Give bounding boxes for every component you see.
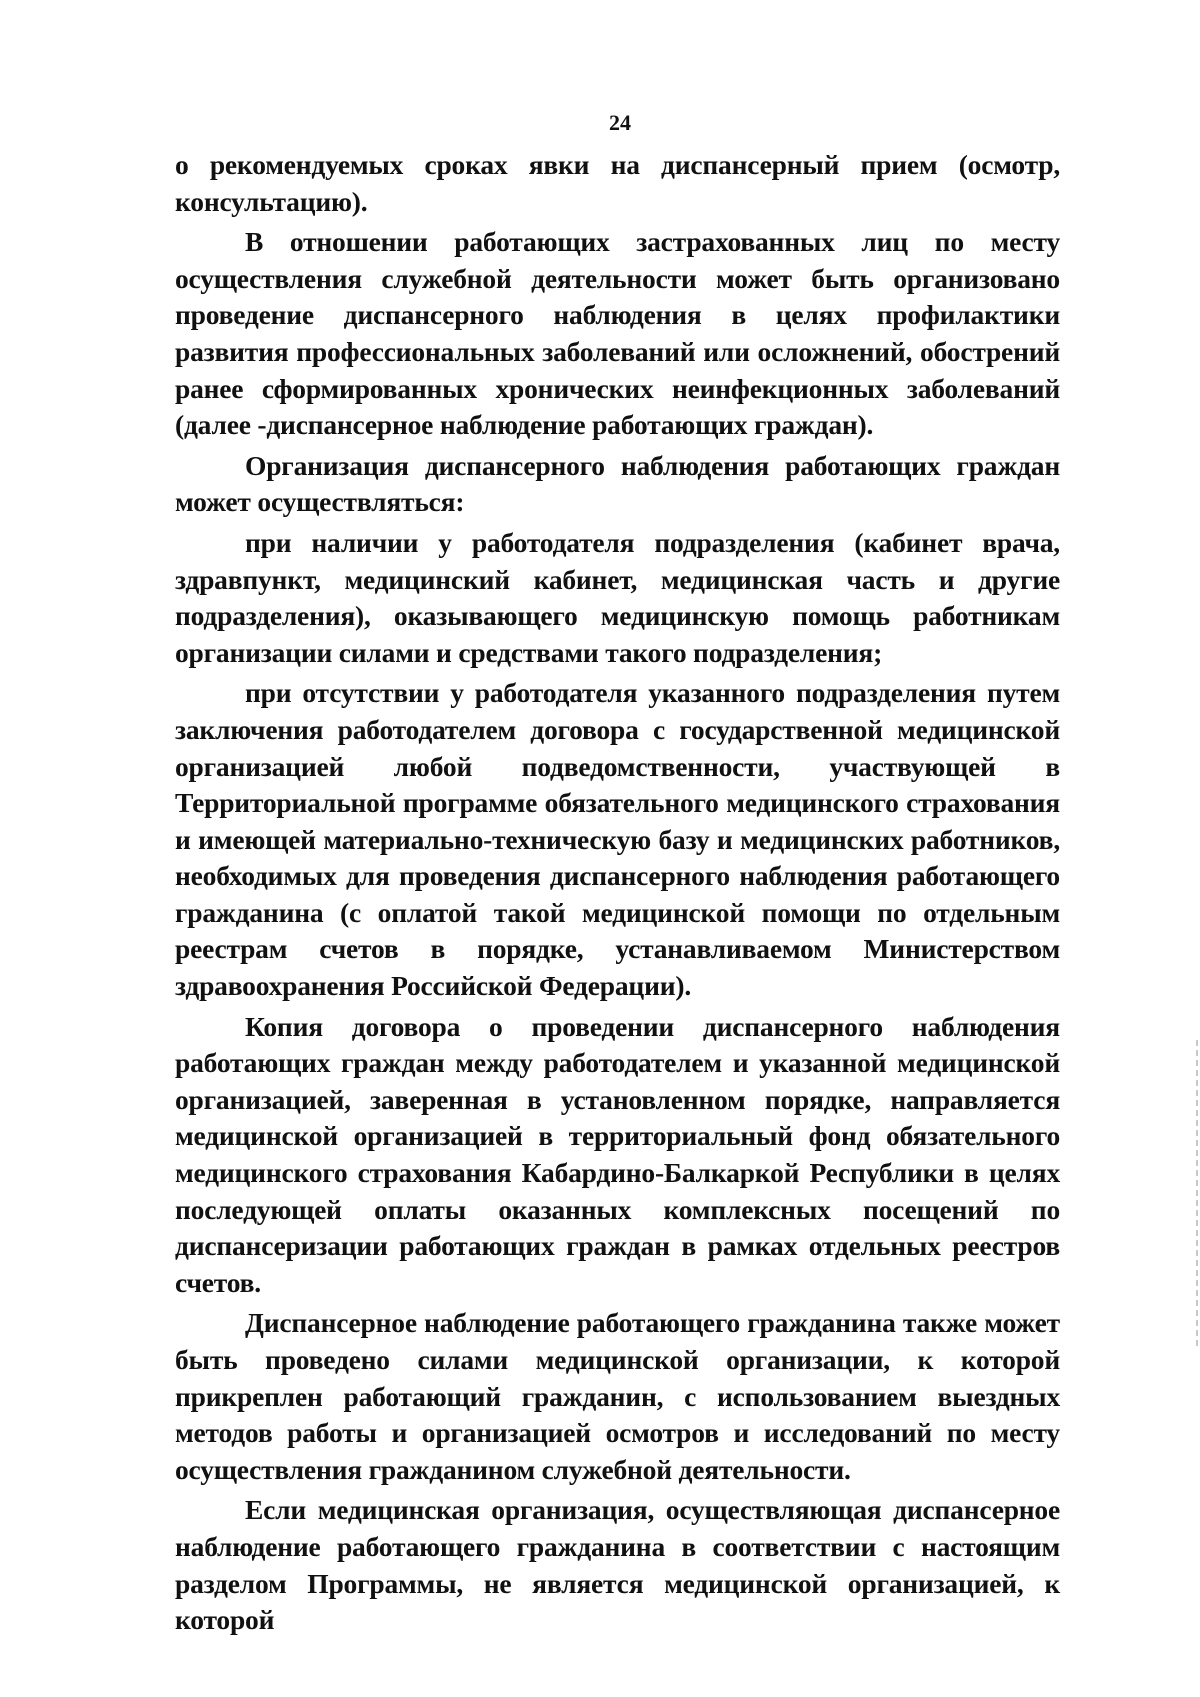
scan-edge-artifact: [1196, 1040, 1198, 1350]
page-number: 24: [609, 110, 631, 135]
list-paragraph: при наличии у работодателя подразделения (кабинет врача, здравпункт, медицинский кабинет, медицинская часть и другие подразделения), оказывающего медицинскую помощь работникам организации силами и средствами такого подразделения;: [175, 526, 1060, 668]
document-body: [175, 147, 1060, 1643]
paragraph: Организация диспансерного наблюдения работающих граждан может осуществляться:: [175, 449, 1060, 518]
paragraph: В отношении работающих застрахованных лиц по месту осуществления служебной деятельности может быть организовано проведение диспансерного наблюдения в целях профилактики развития профессиональных заболеваний или осложнений, обострений ранее сформированных хронических неинфекционных заболеваний (далее -диспансерное наблюдение работающих граждан).: [175, 226, 1060, 441]
list-paragraph: при отсутствии у работодателя указанного подразделения путем заключения работодателем договора с государственной медицинской организацией любой подведомственности, участвующей в Территориальной программе обязательного медицинского страхования и имеющей материально-техническую базу и медицинских работников, необходимых для проведения диспансерного наблюдения работающего гражданина (с оплатой такой медицинской помощи по отдельным реестрам счетов в порядке, устанавливаемом Министерством здравоохранения Российской Федерации).: [175, 677, 1060, 1002]
paragraph: Копия договора о проведении диспансерного наблюдения работающих граждан между работодателем и указанной медицинской организацией, заверенная в установленном порядке, направляется медицинской организацией в территориальный фонд обязательного медицинского страхования Кабардино-Балкаркой Республики в целях последующей оплаты оказанных комплексных посещений по диспансеризации работающих граждан в рамках отдельных реестров счетов.: [175, 1010, 1060, 1298]
paragraph-continuation: о рекомендуемых сроках явки на диспансерный прием (осмотр, консультацию).: [175, 149, 1060, 217]
paragraph: Если медицинская организация, осуществляющая диспансерное наблюдение работающего гражданина в соответствии с настоящим разделом Программы, не является медицинской организацией, к которой: [175, 1494, 1060, 1636]
paragraph: Диспансерное наблюдение работающего гражданина также может быть проведено силами медицинской организации, к которой прикреплен работающий гражданин, с использованием выездных методов работы и организацией осмотров и исследований по месту осуществления гражданином служебной деятельности.: [175, 1307, 1060, 1485]
